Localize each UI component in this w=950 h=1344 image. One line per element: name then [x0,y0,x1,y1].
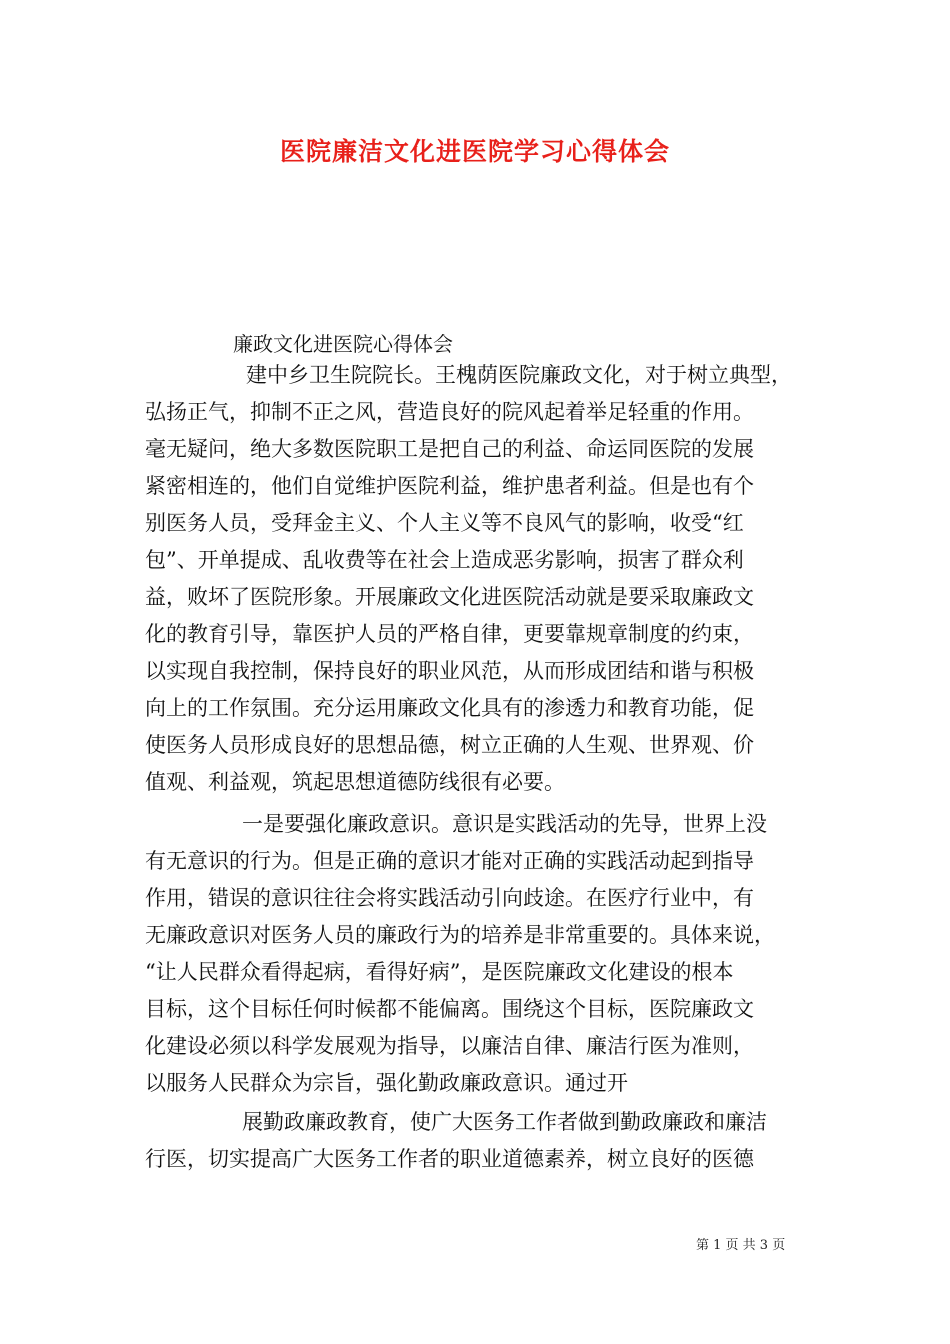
page-number: 第 1 页 共 3 页 [696,1238,786,1253]
text-line: 目标，这个目标任何时候都不能偏离。围绕这个目标，医院廉政文 [145,997,754,1021]
text-line: 行医，切实提高广大医务工作者的职业道德素养，树立良好的医德 [145,1147,754,1171]
text-line: 化建设必须以科学发展观为指导，以廉洁自律、廉洁行医为准则， [145,1034,754,1058]
document-subtitle: 廉政文化进医院心得体会 [233,332,453,356]
text-line: 益，败坏了医院形象。开展廉政文化进医院活动就是要采取廉政文 [145,585,754,609]
text-line: 以服务人民群众为宗旨，强化勤政廉政意识。通过开 [145,1071,628,1095]
text-line: 有无意识的行为。但是正确的意识才能对正确的实践活动起到指导 [145,849,754,873]
text-line: “让人民群众看得起病，看得好病”，是医院廉政文化建设的根本 [145,960,734,984]
text-line: 建中乡卫生院院长。王槐荫医院廉政文化，对于树立典型， [246,363,792,387]
text-line: 毫无疑问，绝大多数医院职工是把自己的利益、命运同医院的发展 [145,437,754,461]
text-line: 一是要强化廉政意识。意识是实践活动的先导，世界上没 [242,812,767,836]
text-line: 以实现自我控制，保持良好的职业风范，从而形成团结和谐与积极 [145,659,754,683]
text-line: 无廉政意识对医务人员的廉政行为的培养是非常重要的。具体来说， [145,923,775,947]
paragraph-2 [145,806,807,1102]
text-line: 向上的工作氛围。充分运用廉政文化具有的渗透力和教育功能，促 [145,696,754,720]
text-line: 包”、开单提成、乱收费等在社会上造成恶劣影响，损害了群众利 [145,548,744,572]
text-line: 使医务人员形成良好的思想品德，树立正确的人生观、世界观、价 [145,733,754,757]
text-line: 紧密相连的，他们自觉维护医院利益，维护患者利益。但是也有个 [145,474,754,498]
text-line: 别医务人员，受拜金主义、个人主义等不良风气的影响，收受“红 [145,511,744,535]
text-line: 展勤政廉政教育，使广大医务工作者做到勤政廉政和廉洁 [242,1110,767,1134]
text-line: 化的教育引导，靠医护人员的严格自律，更要靠规章制度的约束， [145,622,754,646]
text-line: 弘扬正气，抑制不正之风，营造良好的院风起着举足轻重的作用。 [145,400,754,424]
paragraph-1 [145,357,807,801]
document-title: 医院廉洁文化进医院学习心得体会 [279,137,670,166]
text-line: 作用，错误的意识往往会将实践活动引向歧途。在医疗行业中，有 [145,886,754,910]
text-line: 值观、利益观，筑起思想道德防线很有必要。 [145,770,565,794]
paragraph-3 [145,1104,807,1178]
